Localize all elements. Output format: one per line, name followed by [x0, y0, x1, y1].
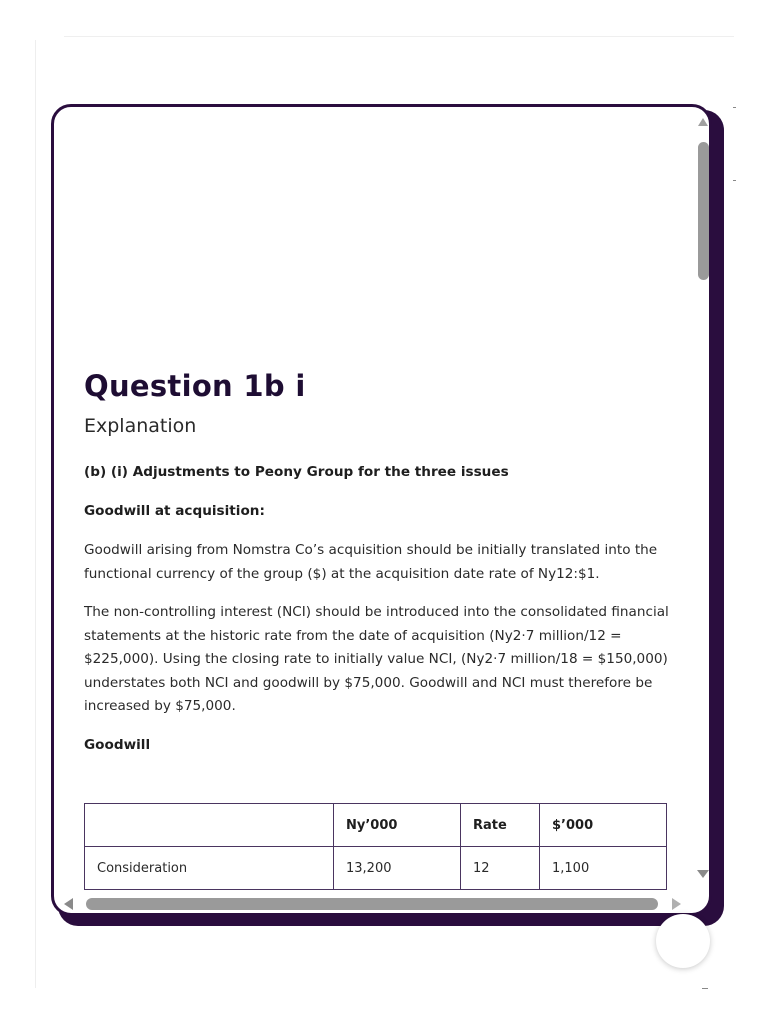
scroll-left-arrow-icon[interactable]	[64, 898, 73, 910]
scroll-right-arrow-icon[interactable]	[672, 898, 681, 910]
table-header-row	[85, 804, 667, 847]
table-header: Rate	[461, 804, 540, 847]
table-header	[85, 804, 334, 847]
horizontal-scrollbar[interactable]	[58, 894, 688, 914]
edge-mark	[702, 988, 708, 989]
goodwill-label: Goodwill	[84, 737, 151, 753]
floating-action-button[interactable]	[656, 914, 710, 968]
table-header: Ny’000	[334, 804, 461, 847]
table-row	[85, 847, 667, 890]
table-cell: Consideration	[85, 847, 334, 890]
scroll-up-arrow-icon[interactable]	[698, 118, 708, 126]
edge-mark	[733, 107, 736, 108]
question-title: Question 1b i	[84, 369, 306, 403]
goodwill-table	[84, 803, 667, 890]
paragraph-1: Goodwill arising from Nomstra Co’s acquisition should be initially translated into the functional currency of the group ($) at the acquisition date rate of Ny12:$1.	[84, 542, 658, 582]
scroll-down-arrow-icon[interactable]	[697, 870, 709, 878]
table-cell: 13,200	[334, 847, 461, 890]
left-divider	[35, 40, 36, 988]
vertical-scrollbar[interactable]	[694, 116, 712, 888]
table-cell: 1,100	[540, 847, 667, 890]
top-divider	[64, 36, 734, 37]
edge-mark	[733, 180, 736, 181]
horizontal-scroll-thumb[interactable]	[86, 898, 658, 910]
table-header: $’000	[540, 804, 667, 847]
paragraph-2: The non-controlling interest (NCI) should be introduced into the consolidated financial statements at the historic rate from the date of acquisition (Ny2·7 million/12 = $225,000). Using the closing rate to initially value NCI, (Ny2·7 million/18 = $150,000) understates both NCI and goodwill by $75,000. Goodwill and NCI must therefore be increased by $75,000.	[84, 604, 669, 714]
question-card[interactable]	[51, 104, 712, 916]
vertical-scroll-thumb[interactable]	[698, 142, 709, 280]
question-subtitle: Explanation	[84, 415, 197, 437]
goodwill-at-acquisition-label: Goodwill at acquisition:	[84, 503, 265, 519]
section-heading: (b) (i) Adjustments to Peony Group for the three issues	[84, 464, 509, 480]
table-cell: 12	[461, 847, 540, 890]
